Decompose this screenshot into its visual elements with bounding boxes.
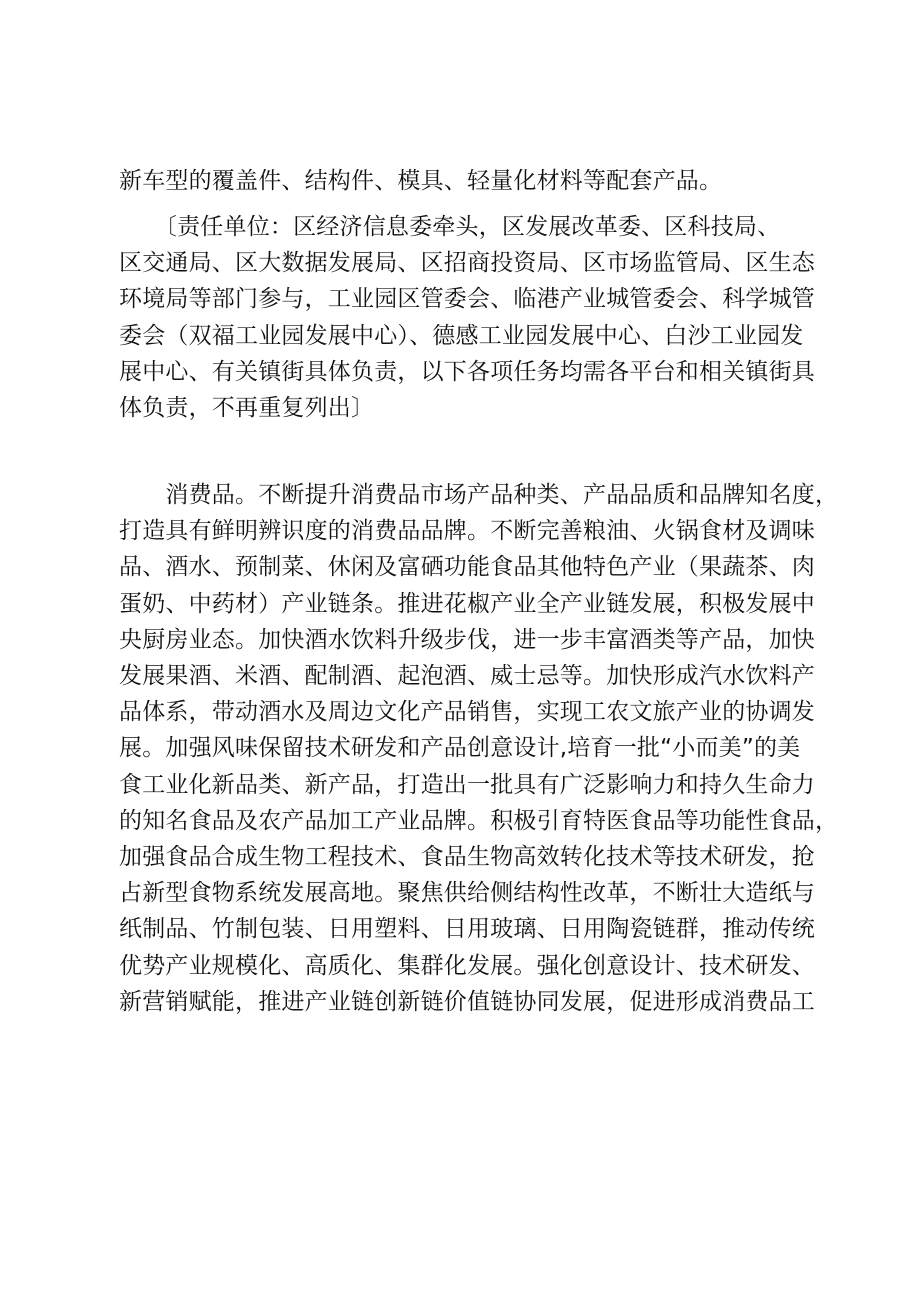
text-line: 发展果酒、米酒、配制酒、起泡酒、威士忌等。加快形成汽水饮料产 (119, 663, 815, 690)
text-line: 品、酒水、预制菜、休闲及富硒功能食品其他特色产业（果蔬茶、肉 (119, 554, 815, 581)
text-line: 食工业化新品类、新产品，打造出一批具有广泛影响力和持久生命力 (119, 771, 815, 798)
consumer-goods-paragraph (119, 477, 839, 1020)
text-line: 品体系，带动酒水及周边文化产品销售，实现工农文旅产业的协调发 (119, 699, 815, 726)
text-line: 的知名食品及农产品加工产业品牌。积极引育特医食品等功能性食品， (119, 807, 839, 834)
text-line: 新车型的覆盖件、结构件、模具、轻量化材料等配套产品。 (119, 168, 723, 194)
text-line: 〔责任单位：区经济信息委牵头，区发展改革委、区科技局、 (119, 214, 781, 240)
text-line: 央厨房业态。加快酒水饮料升级步伐，进一步丰富酒类等产品，加快 (119, 626, 815, 653)
text-line: 环境局等部门参与，工业园区管委会、临港产业城管委会、科学城管 (119, 286, 815, 313)
text-line: 纸制品、竹制包装、日用塑料、日用玻璃、日用陶瓷链群，推动传统 (119, 916, 815, 943)
text-line: 区交通局、区大数据发展局、区招商投资局、区市场监管局、区生态 (119, 250, 815, 277)
text-line: 委会（双福工业园发展中心）、德感工业园发展中心、白沙工业园发 (119, 322, 804, 349)
text-line: 新营销赋能，推进产业链创新链价值链协同发展，促进形成消费品工 (119, 988, 815, 1015)
text-line: 蛋奶、中药材）产业链条。推进花椒产业全产业链发展，积极发展中 (119, 590, 815, 617)
text-line: 打造具有鲜明辨识度的消费品品牌。不断完善粮油、火锅食材及调味 (119, 518, 815, 545)
text-line: 体负责，不再重复列出〕 (119, 395, 375, 422)
intro-paragraph (119, 163, 824, 199)
responsibility-paragraph (119, 209, 824, 426)
text-line: 消费品。不断提升消费品市场产品种类、产品品质和品牌知名度， (119, 482, 839, 508)
text-line: 占新型食物系统发展高地。聚焦供给侧结构性改革，不断壮大造纸与 (119, 880, 815, 907)
text-line: 优势产业规模化、高质化、集群化发展。强化创意设计、技术研发、 (119, 952, 815, 979)
text-line: 展中心、有关镇街具体负责，以下各项任务均需各平台和相关镇街具 (119, 358, 815, 385)
text-line: 展。加强风味保留技术研发和产品创意设计,培育一批“小而美”的美 (119, 735, 801, 762)
text-line: 加强食品合成生物工程技术、食品生物高效转化技术等技术研发，抢 (119, 844, 815, 871)
